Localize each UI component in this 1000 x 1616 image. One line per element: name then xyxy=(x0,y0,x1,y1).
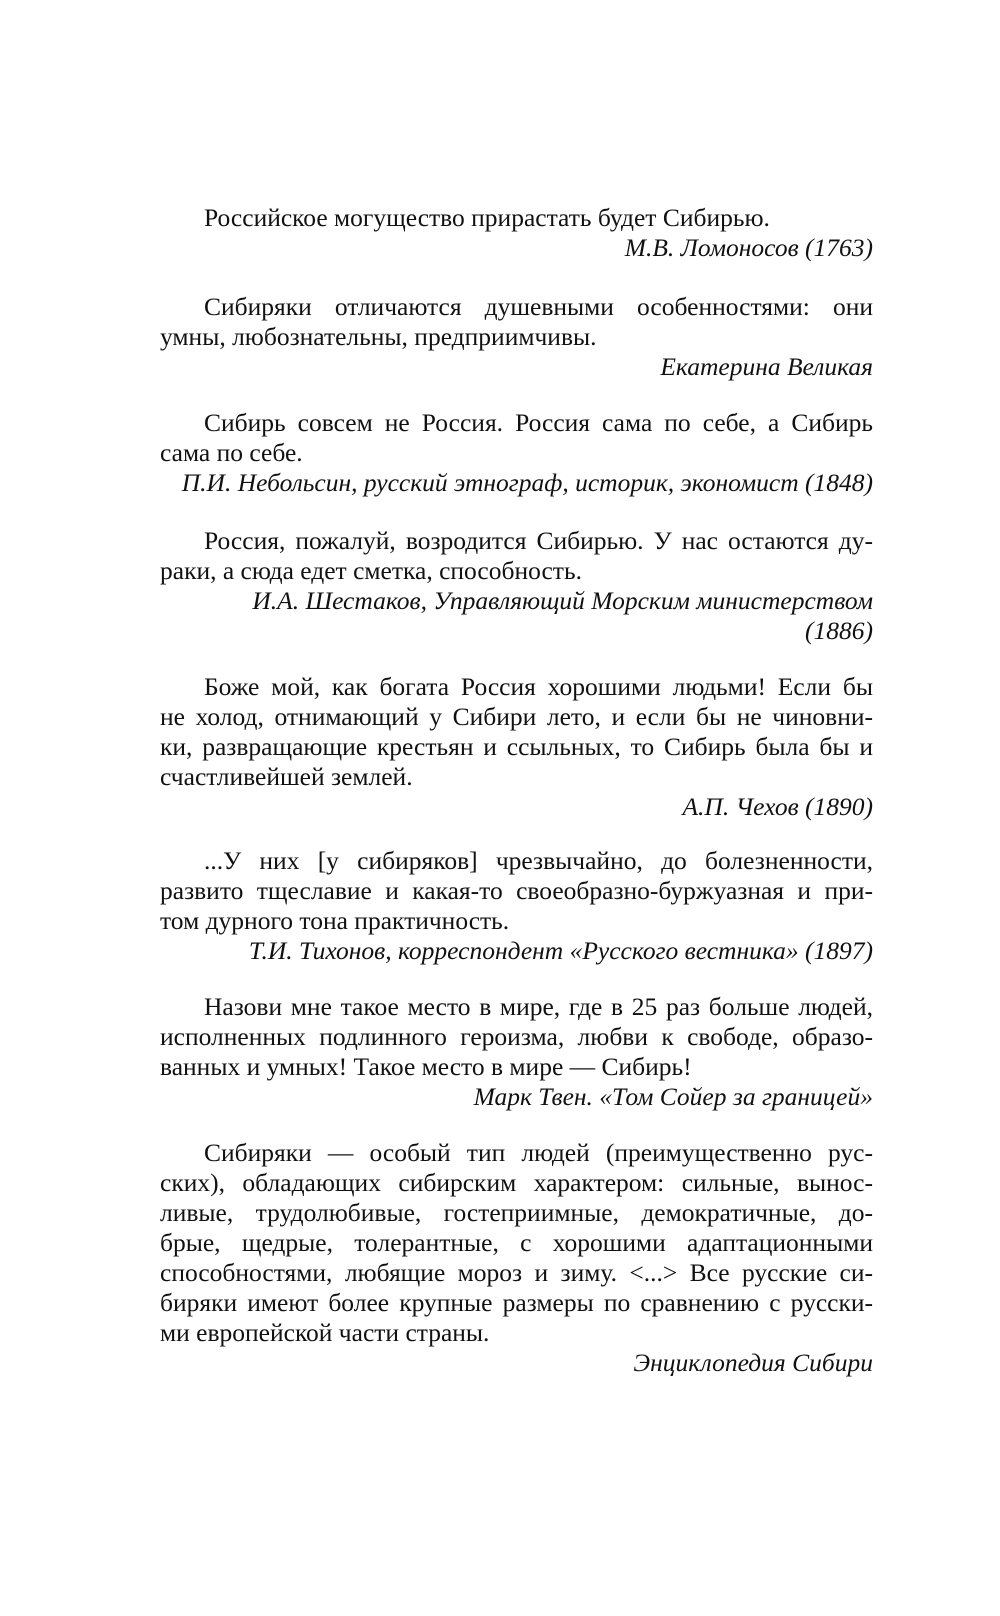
quote-line: Сибиряки — особый тип людей (преимущественно рус- xyxy=(204,1138,873,1167)
quote-line: Сибиряки отличаются душевными особенностями: они xyxy=(204,292,873,321)
quote-line: ских), обладающих сибирским характером: сильные, вынос- xyxy=(160,1168,873,1197)
quote-line: счастливейшей землей. xyxy=(160,762,413,791)
quote-attribution: И.А. Шестаков, Управляющий Морским министерством xyxy=(252,586,873,615)
quote-block xyxy=(160,846,873,966)
quote-attribution: Екатерина Великая xyxy=(660,352,873,381)
quote-line: сама по себе. xyxy=(160,438,303,467)
quote-line: раки, а сюда едет сметка, способность. xyxy=(160,556,582,585)
quote-line: ки, развращающие крестьян и ссыльных, то Сибирь была бы и xyxy=(160,732,873,761)
quote-attribution: М.В. Ломоносов (1763) xyxy=(624,233,873,262)
quote-attribution: А.П. Чехов (1890) xyxy=(682,792,873,821)
quote-line: ми европейской части страны. xyxy=(160,1318,490,1347)
quote-line: не холод, отнимающий у Сибири лето, и если бы не чиновни- xyxy=(160,702,873,731)
quote-attribution: Т.И. Тихонов, корреспондент «Русского вестника» (1897) xyxy=(248,936,873,965)
quote-block xyxy=(160,526,873,646)
quote-line: брые, щедрые, толерантные, с хорошими адаптационными xyxy=(160,1228,873,1257)
quote-block xyxy=(160,408,873,498)
quote-attribution: Марк Твен. «Том Сойер за границей» xyxy=(473,1082,873,1111)
quote-attribution: (1886) xyxy=(805,616,873,645)
quote-line: развито тщеславие и какая-то своеобразно-буржуазная и при- xyxy=(160,876,873,905)
quote-line: способностями, любящие мороз и зиму. <...> Все русские си- xyxy=(160,1258,873,1287)
quote-attribution: Энциклопедия Сибири xyxy=(633,1348,873,1377)
quote-line: исполненных подлинного героизма, любви к свободе, образо- xyxy=(160,1022,873,1051)
quote-line: Российское могущество прирастать будет Сибирью. xyxy=(204,203,770,232)
quote-block xyxy=(160,992,873,1112)
quote-line: том дурного тона практичность. xyxy=(160,906,510,935)
quote-line: ванных и умных! Такое место в мире — Сибирь! xyxy=(160,1052,692,1081)
quote-line: Сибирь совсем не Россия. Россия сама по себе, а Сибирь xyxy=(204,408,873,437)
quote-line: Боже мой, как богата Россия хорошими людьми! Если бы xyxy=(204,672,873,701)
quote-line: Россия, пожалуй, возродится Сибирью. У нас остаются ду- xyxy=(204,526,873,555)
quote-line: ливые, трудолюбивые, гостеприимные, демократичные, до- xyxy=(160,1198,873,1227)
quote-line: умны, любознательны, предприимчивы. xyxy=(160,322,597,351)
quote-block xyxy=(160,672,873,822)
quote-attribution: П.И. Небольсин, русский этнограф, историк, экономист (1848) xyxy=(181,468,873,497)
quote-block xyxy=(160,1138,873,1378)
quote-line: ...У них [у сибиряков] чрезвычайно, до болезненности, xyxy=(204,846,873,875)
quote-line: биряки имеют более крупные размеры по сравнению с русски- xyxy=(160,1288,873,1317)
quote-line: Назови мне такое место в мире, где в 25 раз больше людей, xyxy=(204,992,873,1021)
quote-block xyxy=(160,292,873,382)
quote-block xyxy=(160,203,873,263)
